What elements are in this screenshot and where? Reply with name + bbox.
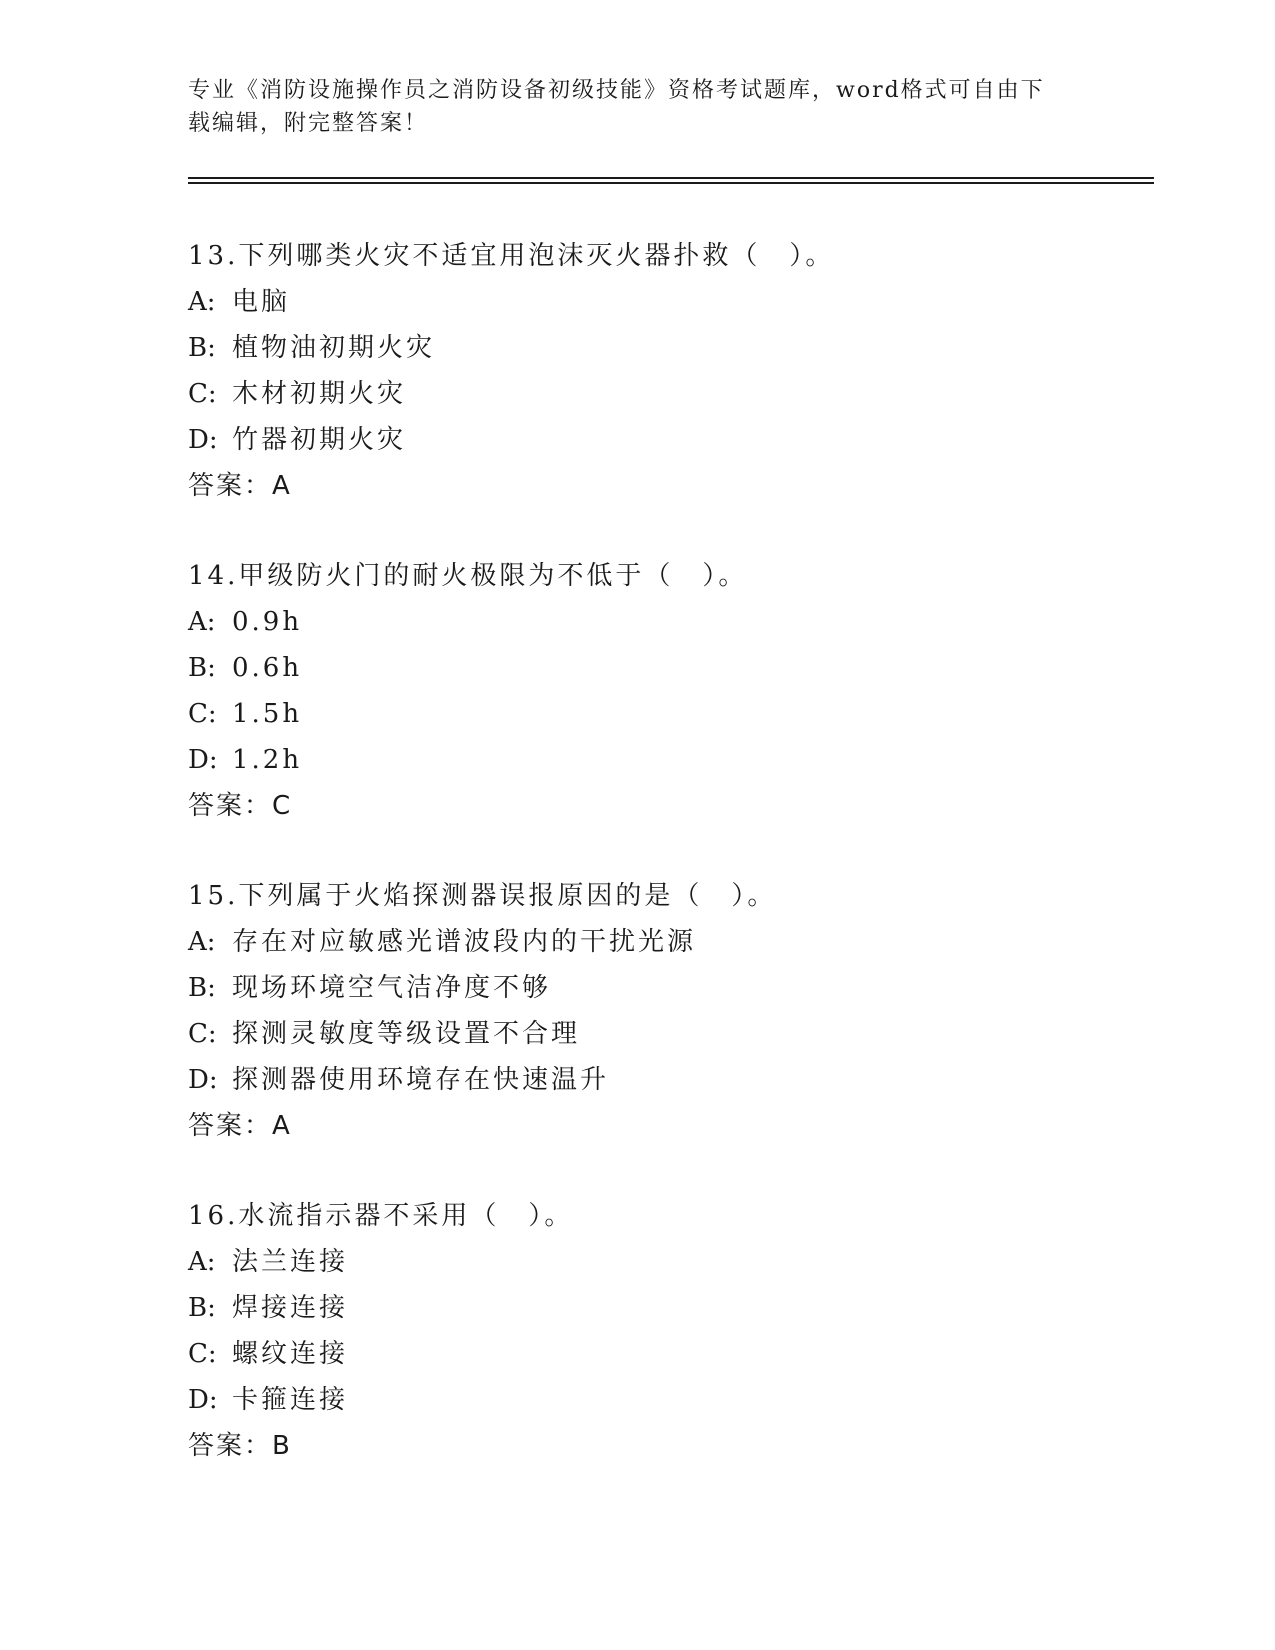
option-label: D: bbox=[188, 425, 218, 455]
header-divider-bottom bbox=[188, 182, 1154, 184]
option-text: 1.5h bbox=[232, 699, 303, 729]
question-stem: 14.甲级防火门的耐火极限为不低于（ ）。 bbox=[188, 561, 748, 591]
question-stem: 15.下列属于火焰探测器误报原因的是（ ）。 bbox=[188, 881, 777, 911]
option-label: D: bbox=[188, 1065, 218, 1095]
option-label: D: bbox=[188, 745, 218, 775]
answer-label: 答案： bbox=[188, 791, 273, 821]
option-text: 焊接连接 bbox=[232, 1293, 349, 1323]
option-label: A: bbox=[188, 287, 216, 317]
option-text: 存在对应敏感光谱波段内的干扰光源 bbox=[232, 927, 697, 957]
answer-line bbox=[188, 783, 1148, 829]
header-line-2: 载编辑，附完整答案！ bbox=[188, 111, 429, 136]
option-label: B: bbox=[188, 1293, 216, 1323]
option-a bbox=[188, 279, 1148, 325]
option-label: C: bbox=[188, 1339, 217, 1369]
option-text: 竹器初期火灾 bbox=[232, 425, 407, 455]
option-c bbox=[188, 1011, 1148, 1057]
option-b bbox=[188, 325, 1148, 371]
header-line-1: 专业《消防设施操作员之消防设备初级技能》资格考试题库，word格式可自由下 bbox=[188, 78, 1045, 103]
answer-label: 答案： bbox=[188, 1431, 273, 1461]
option-text: 现场环境空气洁净度不够 bbox=[232, 973, 552, 1003]
answer-label: 答案： bbox=[188, 1111, 273, 1141]
question-13 bbox=[188, 233, 1148, 509]
option-label: C: bbox=[188, 699, 217, 729]
answer-value: A bbox=[272, 471, 290, 501]
option-b bbox=[188, 1285, 1148, 1331]
question-list bbox=[188, 233, 1148, 1513]
option-a bbox=[188, 919, 1148, 965]
header-divider-top bbox=[188, 177, 1154, 179]
answer-label: 答案： bbox=[188, 471, 273, 501]
option-label: A: bbox=[188, 927, 216, 957]
option-d bbox=[188, 417, 1148, 463]
option-text: 0.6h bbox=[232, 653, 303, 683]
option-text: 螺纹连接 bbox=[232, 1339, 349, 1369]
option-text: 植物油初期火灾 bbox=[232, 333, 436, 363]
option-c bbox=[188, 1331, 1148, 1377]
question-14 bbox=[188, 553, 1148, 829]
option-label: A: bbox=[188, 1247, 216, 1277]
answer-value: C bbox=[272, 791, 291, 821]
option-d bbox=[188, 1377, 1148, 1423]
option-label: B: bbox=[188, 973, 216, 1003]
option-text: 1.2h bbox=[232, 745, 303, 775]
option-label: C: bbox=[188, 1019, 217, 1049]
answer-value: B bbox=[272, 1431, 290, 1461]
question-stem: 16.水流指示器不采用（ ）。 bbox=[188, 1201, 574, 1231]
question-stem: 13.下列哪类火灾不适宜用泡沫灭火器扑救（ ）。 bbox=[188, 241, 835, 271]
option-d bbox=[188, 737, 1148, 783]
option-a bbox=[188, 1239, 1148, 1285]
option-b bbox=[188, 965, 1148, 1011]
option-text: 卡箍连接 bbox=[232, 1385, 349, 1415]
option-label: B: bbox=[188, 653, 216, 683]
option-text: 电脑 bbox=[232, 287, 291, 317]
option-text: 法兰连接 bbox=[232, 1247, 349, 1277]
answer-line bbox=[188, 463, 1148, 509]
answer-line bbox=[188, 1103, 1148, 1149]
question-15 bbox=[188, 873, 1148, 1149]
option-label: D: bbox=[188, 1385, 218, 1415]
option-a bbox=[188, 599, 1148, 645]
answer-line bbox=[188, 1423, 1148, 1469]
option-text: 0.9h bbox=[232, 607, 303, 637]
option-c bbox=[188, 691, 1148, 737]
option-label: C: bbox=[188, 379, 217, 409]
answer-value: A bbox=[272, 1111, 290, 1141]
option-text: 探测器使用环境存在快速温升 bbox=[232, 1065, 610, 1095]
option-text: 探测灵敏度等级设置不合理 bbox=[232, 1019, 581, 1049]
option-b bbox=[188, 645, 1148, 691]
option-c bbox=[188, 371, 1148, 417]
option-text: 木材初期火灾 bbox=[232, 379, 407, 409]
option-label: B: bbox=[188, 333, 216, 363]
option-d bbox=[188, 1057, 1148, 1103]
option-label: A: bbox=[188, 607, 216, 637]
question-16 bbox=[188, 1193, 1148, 1469]
document-header bbox=[188, 74, 1088, 140]
